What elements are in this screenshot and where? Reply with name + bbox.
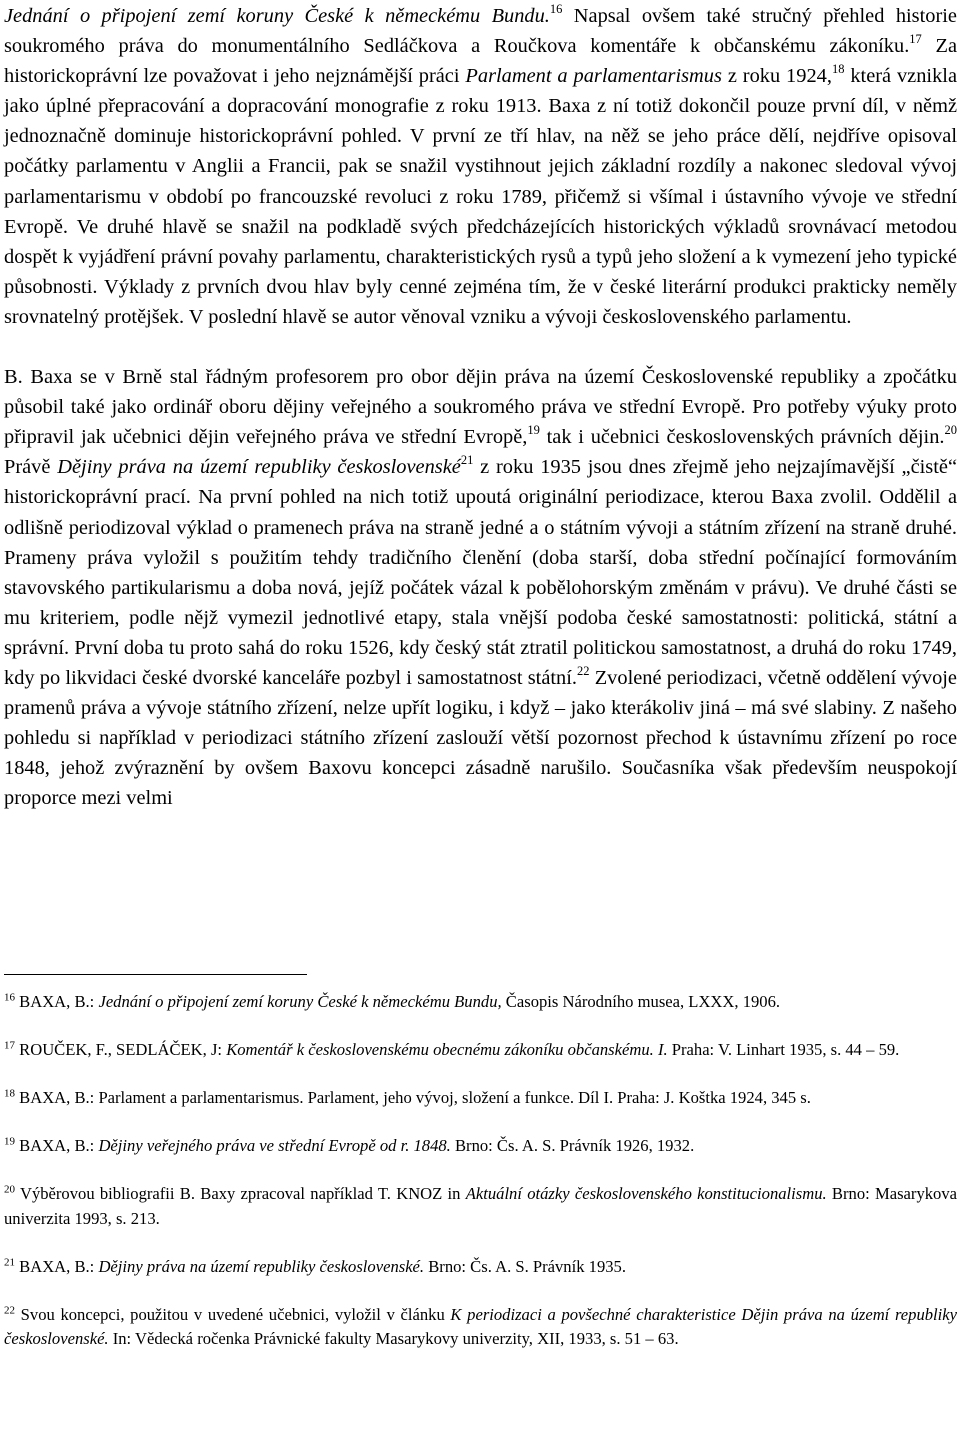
- footnotes-section: [4, 990, 957, 1375]
- footnote-22: [4, 1303, 957, 1352]
- footnote-italic: Jednání o připojení zemí koruny České k německému Bundu,: [98, 992, 502, 1011]
- footnote-19: [4, 1134, 957, 1159]
- footnote-number: 21: [4, 1255, 15, 1268]
- footnote-ref-18[interactable]: 18: [831, 62, 845, 77]
- footnote-separator: [4, 974, 307, 975]
- footnote-number: 16: [4, 991, 15, 1004]
- text-span: tak i učebnici československých právních dějin.: [539, 426, 945, 449]
- footnote-italic: Aktuální otázky československého konstitucionalismu.: [465, 1184, 827, 1203]
- text-span: z roku 1935 jsou dnes zřejmě jeho nejzajímavější „čistě“ historickoprávní prací. Na první pohled na nich totiž upoutá originální periodizace, kterou Baxa zvolil. Oddělil a odlišně periodizoval výklad o pramenech práva na straně jedné a o státním vývoji a státním zřízení na straně druhé. Prameny práva vyložil s použitím tehdy tradičního členění (doba starší, doba střední počínající formováním stavovského partikularismu a doba nová, jejíž počátek vázal k pobělohorským změnám v právu). Ve druhé části se mu kriteriem, podle nějž vymezil jednotlivé etapy, stala vnější podoba české samostatnosti: politická, státní a správní. První doba tu proto sahá do roku 1526, kdy český stát ztratil politickou samostatnost, a druhá do roku 1749, kdy po likvidaci české dvorské kanceláře pozbyl i samostatnost státní.: [4, 456, 958, 689]
- footnote-20: [4, 1182, 957, 1231]
- footnote-ref-19[interactable]: 19: [527, 423, 540, 438]
- footnote-text: ROUČEK, F., SEDLÁČEK, J:: [15, 1040, 227, 1059]
- text-span: z roku 1924,: [721, 65, 832, 88]
- text-span: Právě: [4, 456, 58, 479]
- footnote-ref-22[interactable]: 22: [577, 663, 590, 678]
- body-paragraph-2: [4, 362, 957, 813]
- footnote-18: [4, 1086, 957, 1111]
- footnote-21: [4, 1255, 957, 1280]
- footnote-italic: Dějiny práva na území republiky československé.: [98, 1256, 425, 1276]
- footnote-text: Brno: Čs. A. S. Právník 1935.: [424, 1256, 626, 1276]
- text-span: Za historickoprávní lze považovat i jeho nejznámější práci: [4, 35, 957, 88]
- footnote-text: BAXA, B.:: [15, 1256, 99, 1276]
- footnote-ref-17[interactable]: 17: [909, 32, 922, 47]
- document-page: [4, 0, 958, 1348]
- footnote-text: Časopis Národního musea, LXXX, 1906.: [501, 992, 781, 1011]
- footnote-italic: K periodizaci a povšechné charakteristice Dějin práva na území republiky československé.: [4, 1304, 957, 1348]
- footnote-text: BAXA, B.:: [15, 992, 99, 1011]
- footnote-17: [4, 1038, 957, 1063]
- footnote-16: [4, 990, 957, 1015]
- footnote-ref-21[interactable]: 21: [460, 453, 474, 468]
- footnote-text: BAXA, B.: Parlament a parlamentarismus. Parlament, jeho vývoj, složení a funkce. Díl I. Praha: J. Koštka 1924, 345 s.: [15, 1088, 811, 1107]
- footnote-text: Výběrovou bibliografii B. Baxy zpracoval například T. KNOZ in: [15, 1184, 466, 1203]
- footnote-number: 20: [4, 1183, 15, 1196]
- footnote-text: BAXA, B.:: [15, 1136, 99, 1155]
- footnote-number: 19: [4, 1135, 15, 1148]
- footnote-text: Svou koncepci, použitou v uvedené učebnici, vyložil v článku: [15, 1304, 451, 1324]
- footnote-number: 18: [4, 1087, 15, 1100]
- footnote-text: Brno: Čs. A. S. Právník 1926, 1932.: [450, 1136, 695, 1155]
- footnote-ref-16[interactable]: 16: [549, 2, 563, 16]
- footnote-text: Brno: Masarykova univerzita 1993, s. 213.: [4, 1184, 958, 1228]
- footnote-italic: Dějiny veřejného práva ve střední Evropě od r. 1848.: [98, 1136, 451, 1155]
- footnote-ref-20[interactable]: 20: [944, 423, 957, 438]
- body-paragraph-1: [4, 1, 957, 332]
- text-span: která vznikla jako úplné přepracování a dopracování monografie z roku 1913. Baxa z ní totiž dokončil pouze první díl, v němž jednoznačně dominuje historickoprávní pohled. V první ze tří hlav, na něž se jeho práce dělí, nejdříve opisoval počátky parlamentu v Anglii a Francii, pak se snažil vystihnout jejich základní rozdíly a nakonec sledoval vývoj parlamentarismu v období po francouzské revoluci z roku 1789, přičemž si všímal i ústavního vývoje ve střední Evropě. Ve druhé hlavě se snažil na podkladě svých předcházejících historických výkladů srovnávací metodou dospět k vyjádření právní povahy parlamentu, charakteristických rysů a typů jeho složení a k vymezení jeho typické působnosti. Výklady z prvních dvou hlav byly cenné zejména tím, že v české literární produkci prakticky neměly srovnatelný protějšek. V poslední hlavě se autor věnoval vzniku a vývoji československého parlamentu.: [4, 65, 958, 328]
- text-span: Napsal ovšem také stručný přehled historie soukromého práva do monumentálního Sedláčkova a Roučkova komentáře k občanskému zákoníku.: [4, 5, 957, 58]
- italic-title: Jednání o připojení zemí koruny České k německému Bundu.: [4, 5, 550, 27]
- italic-title: Parlament a parlamentarismus: [465, 65, 722, 88]
- text-span: Zvolené periodizaci, včetně oddělení vývoje pramenů práva a vývoje státního zřízení, nelze upřít logiku, i když – jako kterákoliv jiná – má své slabiny. Z našeho pohledu si například v periodizaci státního zřízení zaslouží větší pozornost přechod k ústavnímu zřízení po roce 1848, jehož zvýraznění by ovšem Baxovu koncepci zásadně narušilo. Současníka však především neuspokojí proporce mezi velmi: [4, 666, 957, 810]
- footnote-text: In: Vědecká ročenka Právnické fakulty Masarykovy univerzity, XII, 1933, s. 51 – 63.: [108, 1329, 679, 1348]
- footnote-number: 22: [4, 1303, 15, 1316]
- text-span: B. Baxa se v Brně stal řádným profesorem pro obor dějin práva na území Československé republiky a zpočátku působil také jako ordinář oboru dějiny veřejného a soukromého práva ve střední Evropě. Pro potřeby výuky proto připravil jak učebnici dějin veřejného práva ve střední Evropě,: [4, 366, 957, 449]
- italic-title: Dějiny práva na území republiky československé: [57, 456, 461, 479]
- footnote-number: 17: [4, 1039, 15, 1052]
- footnote-italic: Komentář k československému obecnému zákoníku občanskému. I.: [226, 1040, 668, 1059]
- footnote-text: Praha: V. Linhart 1935, s. 44 – 59.: [667, 1040, 900, 1059]
